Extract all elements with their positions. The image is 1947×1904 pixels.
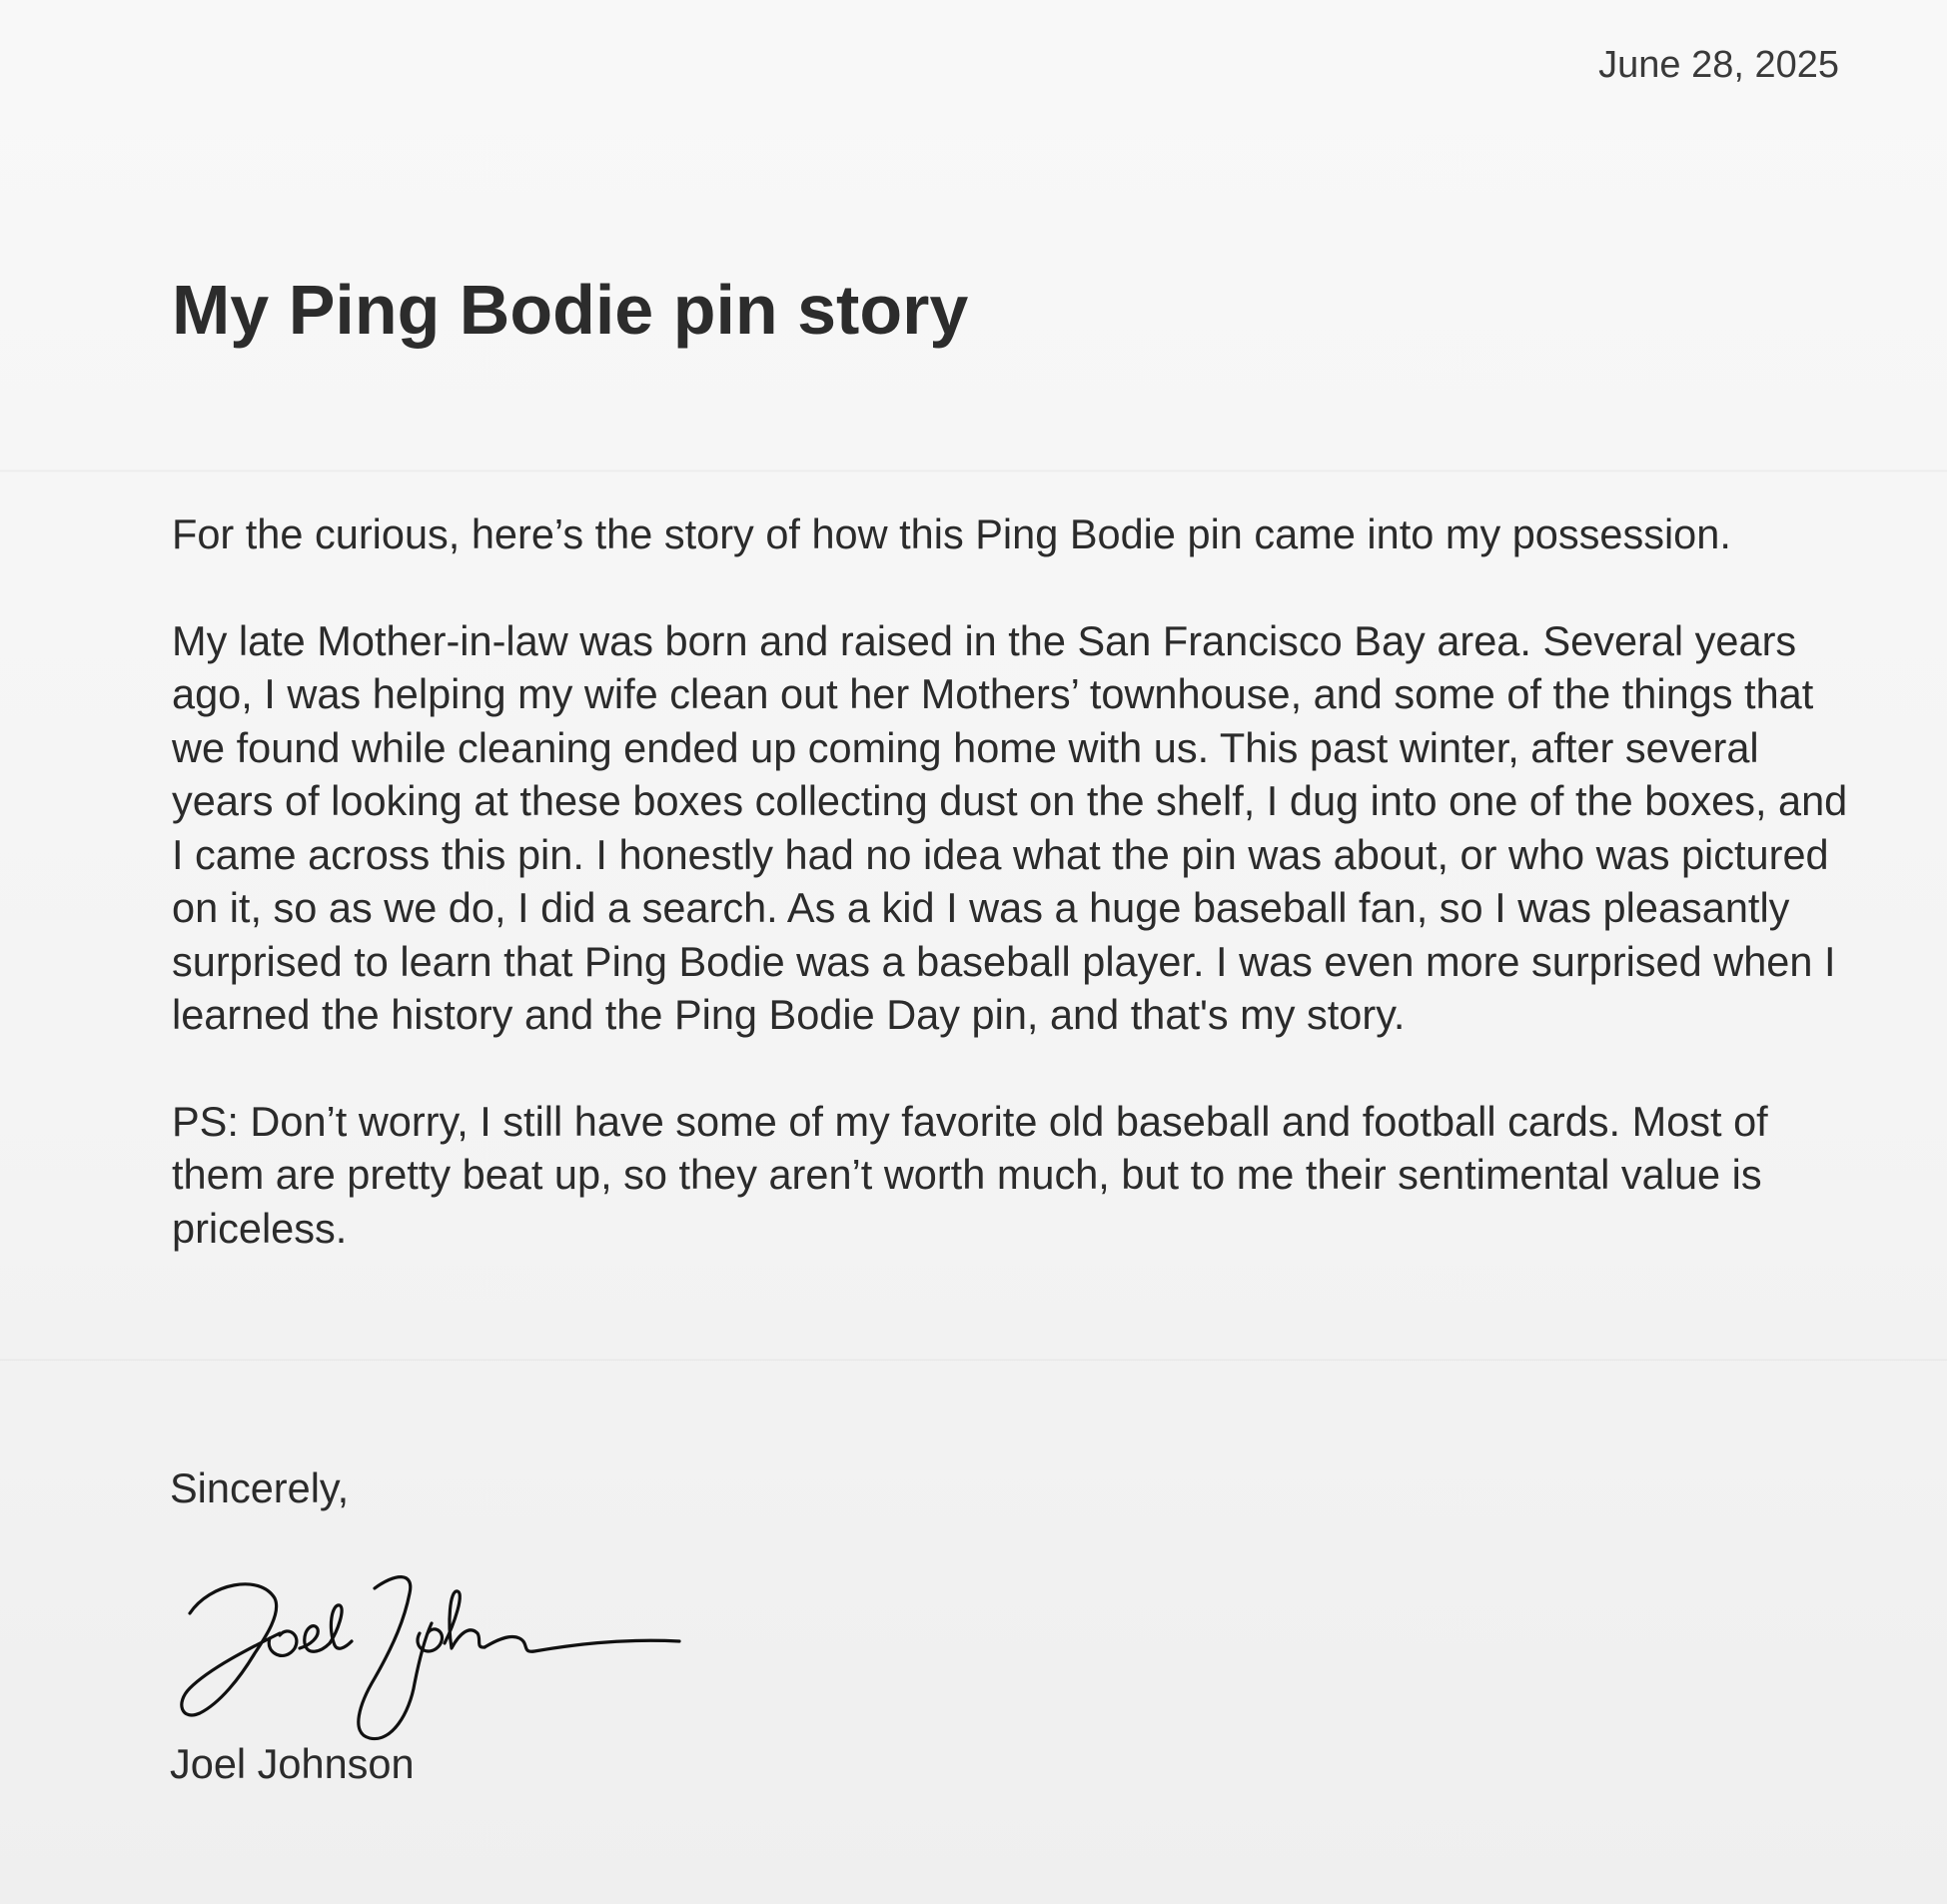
- paragraph-intro: For the curious, here’s the story of how this Ping Bodie pin came into my possession.: [172, 510, 1731, 557]
- paper-fold-line: [0, 470, 1947, 473]
- paper-fold-line: [0, 1359, 1947, 1362]
- letter-body: [172, 507, 1850, 1308]
- paragraph-story: My late Mother-in-law was born and raised in the San Francisco Bay area. Several years ago, I was helping my wife clean out her Mothers’ townhouse, and some of the things that we found while cleaning ended up coming home with us. This past winter, after several years of looking at these boxes collecting dust on the shelf, I dug into one of the boxes, and I came across this pin. I honestly had no idea what the pin was about, or who was pictured on it, so as we do, I did a search. As a kid I was a huge baseball fan, so I was pleasantly surprised to learn that Ping Bodie was a baseball player. I was even more surprised when I learned the history and the Ping Bodie Day pin, and that's my story.: [172, 616, 1848, 1038]
- paragraph-ps: PS: Don’t worry, I still have some of my favorite old baseball and football cards. Most of them are pretty beat up, so they aren’t worth much, but to me their sentimental value is priceless.: [172, 1097, 1768, 1252]
- letter-closing: Sincerely,: [170, 1464, 350, 1511]
- letter-date: June 28, 2025: [1598, 44, 1839, 86]
- letter-title: My Ping Bodie pin story: [172, 271, 969, 349]
- handwritten-signature: [170, 1553, 689, 1743]
- signer-name: Joel Johnson: [170, 1740, 415, 1787]
